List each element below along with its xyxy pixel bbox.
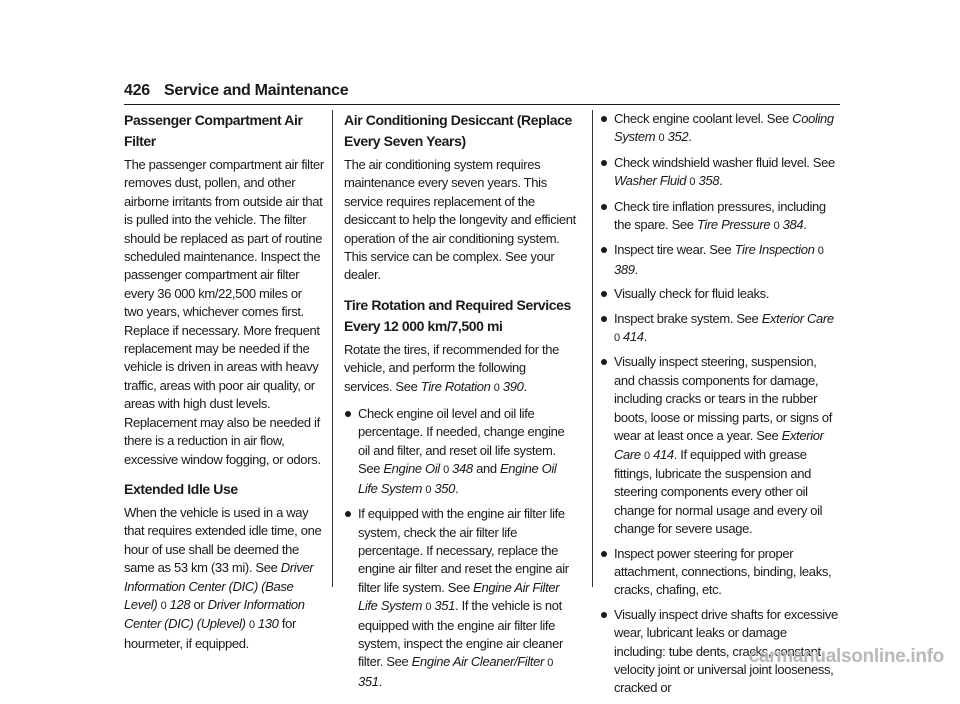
column-3 — [600, 110, 840, 704]
section-body: The air conditioning system requires maintenance every seven years. This service requires replacement of the desiccant to help the longevity and efficient operation of the air conditioning system. This service can be complex. See your dealer. — [344, 157, 576, 283]
list-item — [344, 505, 576, 691]
period: . — [455, 598, 459, 614]
section-body — [124, 504, 324, 653]
list-item — [600, 198, 840, 236]
bullet-icon — [601, 359, 607, 365]
list-item — [344, 405, 576, 499]
column-2 — [344, 110, 576, 697]
page-ref-arrow-icon: 0 — [443, 464, 449, 477]
body-text: Inspect brake system. See — [614, 310, 759, 326]
bullet-icon — [345, 411, 351, 417]
bullet-icon — [601, 551, 607, 557]
body-text: If equipped with grease fittings, lubricate the suspension and steering components every other oil change for normal usage and every oil change for severe usage. — [614, 446, 823, 537]
body-text: If the vehicle is not equipped with the engine air filter life system, inspect the engine air cleaner filter. See — [358, 598, 563, 670]
page-ref-link[interactable]: 351 — [434, 598, 456, 614]
page-number: 426 — [124, 82, 150, 99]
page-ref-link[interactable]: 358 — [698, 173, 720, 189]
body-text: When the vehicle is used in a way that requires extended idle time, one hour of use shall be deemed the same as 53 km (33 mi). See — [124, 504, 322, 576]
page-ref-link[interactable]: 348 — [452, 461, 473, 477]
header-rule — [124, 104, 840, 105]
list-item — [600, 310, 840, 348]
page-ref-link[interactable]: 351 — [358, 673, 379, 689]
column-1 — [124, 110, 324, 661]
body-text: Inspect power steering for proper attachment, connections, binding, leaks, cracks, chafing, etc. — [614, 545, 832, 598]
body-text: Visually inspect drive shafts for excessive wear, lubricant leaks or damage including: tube dents, cracks, constant velocity joint or universal joint looseness, cracked or — [614, 606, 838, 696]
list-item — [600, 241, 840, 279]
body-text: Rotate the tires, if recommended for the vehicle, and perform the following services. See — [344, 341, 560, 394]
period: . — [803, 217, 807, 233]
period: . — [643, 329, 647, 345]
body-text: Check tire inflation pressures, including the spare. See — [614, 198, 826, 233]
page-ref-link[interactable]: 384 — [782, 217, 804, 233]
body-text: Check engine coolant level. See — [614, 111, 789, 126]
body-text: Visually inspect steering, suspension, and chassis components for damage, including cracks or tears in the rubber boots, loose or missing parts, or signs of wear at least once a year. See — [614, 354, 832, 444]
section-body: The passenger compartment air filter removes dust, pollen, and other airborne irritants from outside air that is pulled into the vehicle. The filter should be replaced as part of routine scheduled maintenance. Inspect the passenger compartment air filter every 36 000 km/22,500 miles or two years, whichever comes first. Replace if necessary. More frequent replacement may be needed if the vehicle is driven in areas with heavy traffic, areas with poor air quality, or areas with high dust levels. Replacement may also be needed if there is a reduction in air flow, excessive window fogging, or odors. — [124, 157, 324, 467]
page-ref-arrow-icon: 0 — [689, 176, 696, 189]
page-ref-link[interactable]: 350 — [434, 480, 456, 496]
body-text: Visually check for fluid leaks. — [614, 286, 770, 302]
section-heading: Extended Idle Use — [124, 480, 238, 497]
page-ref-link[interactable]: 128 — [169, 596, 191, 612]
cross-reference-link[interactable]: Driver Information Center (DIC) (Base Level) — [124, 560, 314, 612]
list-item — [600, 285, 840, 303]
body-text: Inspect tire wear. See — [614, 242, 732, 258]
period: . — [719, 173, 723, 189]
page-ref-arrow-icon: 0 — [773, 220, 780, 233]
column-divider — [332, 110, 333, 587]
period: . — [523, 378, 527, 394]
body-text: and — [476, 461, 497, 477]
page-ref-arrow-icon: 0 — [248, 619, 255, 632]
bullet-icon — [601, 612, 607, 618]
page-header — [124, 82, 840, 104]
watermark: carmanualsonline.info — [748, 646, 944, 667]
cross-reference-link[interactable]: Tire Inspection — [734, 242, 815, 258]
page-ref-link[interactable]: 414 — [623, 329, 644, 345]
list-item — [600, 545, 840, 600]
page-ref-link[interactable]: 130 — [257, 616, 279, 632]
period: . — [378, 673, 382, 689]
section-body — [344, 341, 576, 397]
list-item — [600, 110, 840, 148]
bullet-icon — [601, 316, 607, 322]
section-heading: Passenger Compartment Air Filter — [124, 112, 303, 149]
page-ref-arrow-icon: 0 — [425, 483, 432, 496]
cross-reference-link[interactable]: Tire Pressure — [696, 217, 771, 233]
bullet-icon — [601, 160, 607, 166]
cross-reference-link[interactable]: Engine Air Filter Life System — [358, 579, 560, 614]
body-text: for hourmeter, if equipped. — [124, 616, 296, 651]
bullet-icon — [345, 511, 351, 517]
chapter-title: Service and Maintenance — [164, 82, 349, 99]
page-ref-arrow-icon: 0 — [658, 132, 665, 145]
period: . — [673, 446, 677, 462]
page-ref-link[interactable]: 414 — [653, 446, 674, 462]
section-heading: Tire Rotation and Required Services Every 12 000 km/7,500 mi — [344, 296, 571, 334]
bullet-icon — [601, 291, 607, 297]
page-ref-arrow-icon: 0 — [425, 601, 432, 614]
cross-reference-link[interactable]: Engine Air Cleaner/Filter — [411, 654, 545, 670]
page-ref-arrow-icon: 0 — [817, 245, 824, 258]
page-ref-arrow-icon: 0 — [644, 449, 650, 462]
period: . — [634, 261, 638, 277]
page-ref-arrow-icon: 0 — [614, 332, 620, 345]
period: . — [455, 480, 459, 496]
cross-reference-link[interactable]: Engine Oil — [383, 461, 440, 477]
page-ref-link[interactable]: 389 — [614, 261, 635, 277]
body-text: Check windshield washer fluid level. See — [614, 154, 835, 170]
list-item — [600, 353, 840, 538]
bullet-icon — [601, 204, 607, 210]
page-ref-arrow-icon: 0 — [547, 657, 554, 670]
cross-reference-link[interactable]: Cooling System — [614, 111, 834, 145]
page-ref-arrow-icon: 0 — [160, 599, 167, 612]
page-ref-arrow-icon: 0 — [493, 381, 500, 394]
bullet-icon — [601, 116, 607, 122]
cross-reference-link[interactable]: Engine Oil Life System — [358, 461, 557, 496]
column-divider — [592, 110, 593, 587]
section-heading: Air Conditioning Desiccant (Replace Every Seven Years) — [344, 112, 572, 149]
service-list — [344, 405, 576, 691]
bullet-icon — [601, 247, 607, 253]
page-ref-link[interactable]: 352 — [667, 129, 689, 145]
page-ref-link[interactable]: 390 — [502, 378, 524, 394]
body-text: or — [193, 596, 205, 612]
period: . — [688, 129, 692, 145]
body-text: Check engine oil level and oil life percentage. If needed, change engine oil and filter, and reset oil life system. See — [358, 406, 565, 477]
body-text: If equipped with the engine air filter life system, check the air filter life percentage. If necessary, replace the engine air filter and reset the engine air filter life system. See — [358, 506, 569, 595]
cross-reference-link[interactable]: Exterior Care — [614, 428, 824, 462]
cross-reference-link[interactable]: Washer Fluid — [614, 173, 687, 189]
cross-reference-link[interactable]: Exterior Care — [761, 310, 834, 326]
list-item — [600, 154, 840, 192]
cross-reference-link[interactable]: Driver Information Center (DIC) (Uplevel) — [124, 596, 305, 632]
service-list — [600, 110, 840, 698]
cross-reference-link[interactable]: Tire Rotation — [420, 378, 491, 394]
